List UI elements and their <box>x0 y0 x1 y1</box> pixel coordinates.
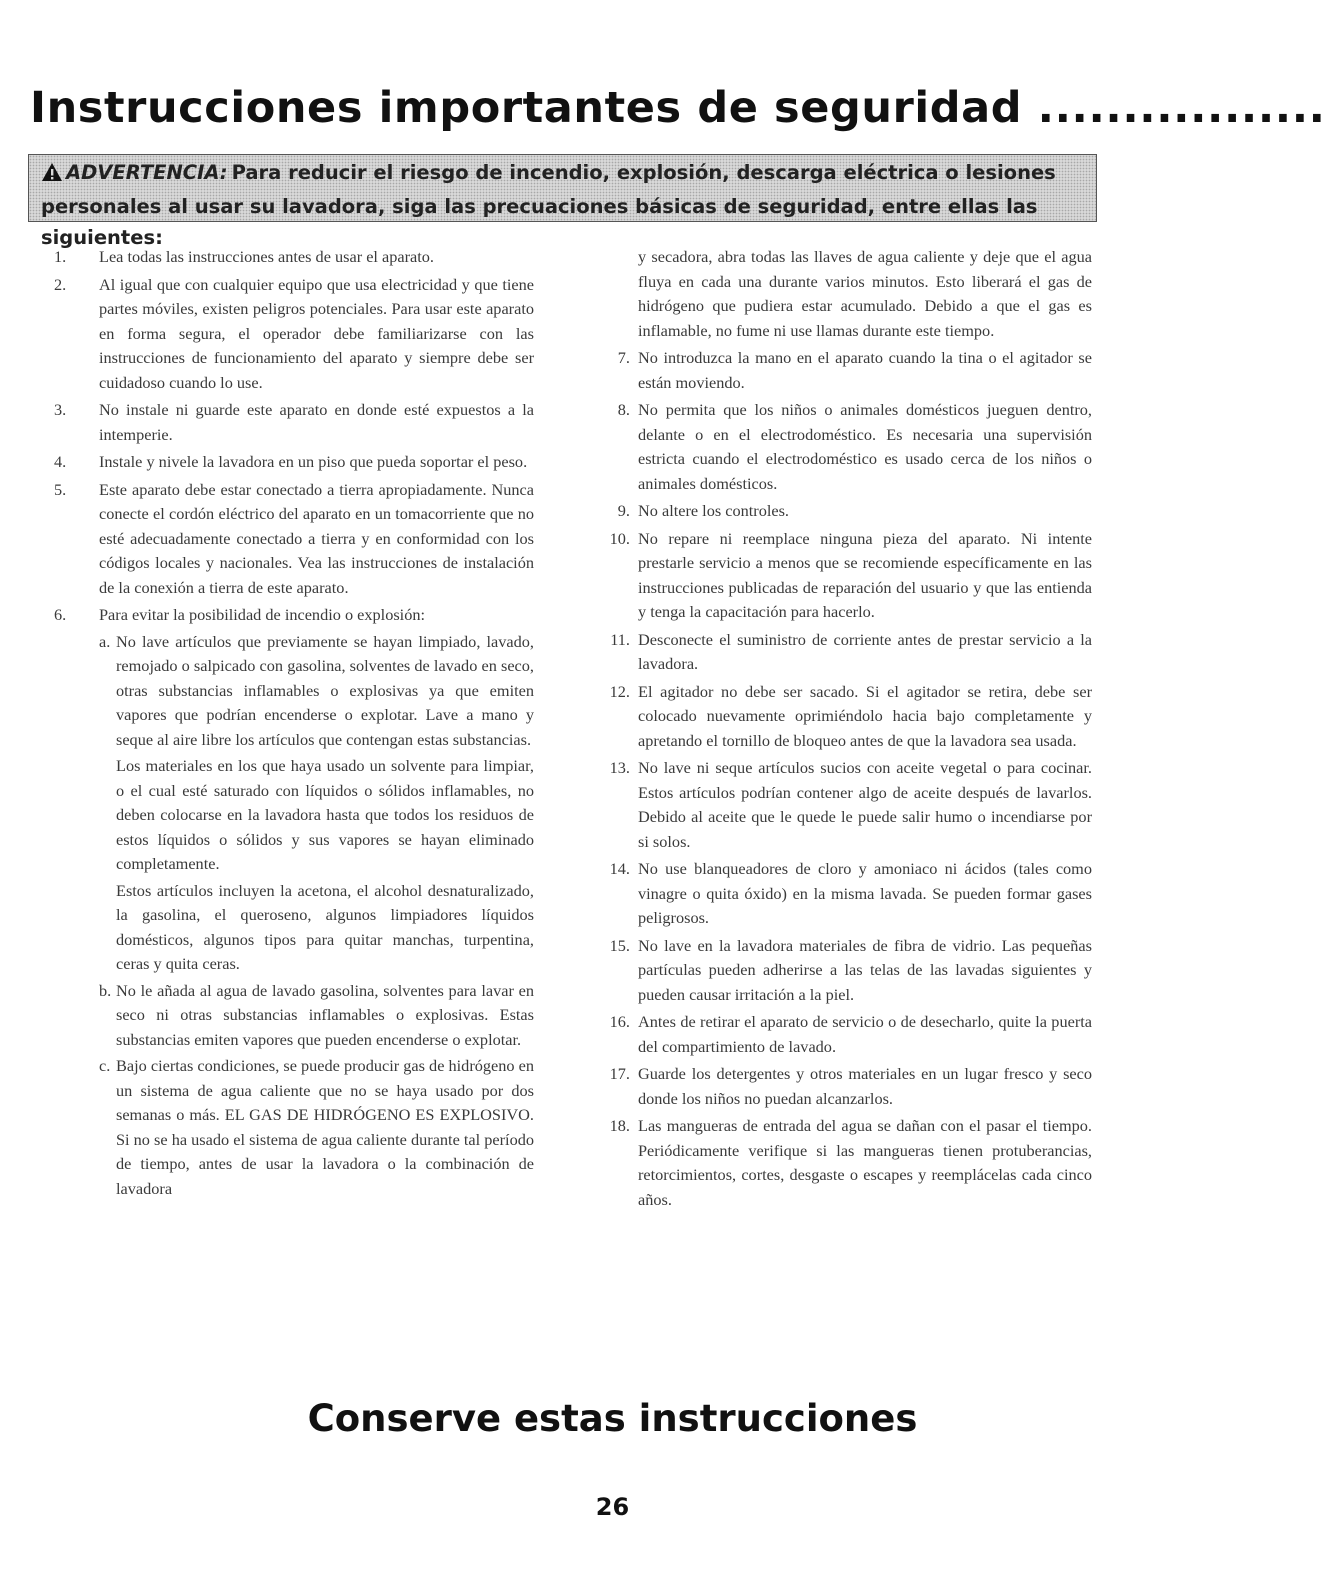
footer-title: Conserve estas instrucciones <box>307 1397 918 1440</box>
sub-item-b: b. No le añada al agua de lavado gasolina, solventes para lavar en seco ni otras substancias inflamables o explosivas. Estas substancias emiten vapores que pueden encenderse o explotar. <box>99 980 534 1049</box>
left-column <box>54 245 534 1204</box>
list-item: 17. Guarde los detergentes y otros materiales en un lugar fresco y seco donde los niños no puedan alcanzarlos. <box>609 1064 1092 1108</box>
list-item: 11. Desconecte el suministro de corriente antes de prestar servicio a la lavadora. <box>610 629 1092 673</box>
list-item: 12. El agitador no debe ser sacado. Si el agitador se retira, debe ser colocado nuevamente oprimiéndolo hacia bajo completamente y apretando el tornillo de bloqueo antes de que la lavadora sea usada. <box>609 681 1092 750</box>
page-title: Instrucciones importantes de seguridad ................. <box>30 83 1326 133</box>
warning-text: Para reducir el riesgo de incendio, explosión, descarga eléctrica o lesiones personales al usar su lavadora, siga las precuaciones básicas de seguridad, entre ellas las siguientes: <box>41 161 1056 249</box>
right-column <box>606 245 1092 1215</box>
list-item: 13. No lave ni seque artículos sucios con aceite vegetal o para cocinar. Estos artículos podrían contener algo de aceite después de lavarlos. Debido al aceite que le quede le puede salir humo o incendiarse por si solos. <box>609 758 1092 851</box>
list-item: 16. Antes de retirar el aparato de servicio o de desecharlo, quite la puerta del compartimiento de lavado. <box>609 1012 1092 1056</box>
warning-label: ADVERTENCIA: <box>66 161 228 184</box>
list-item: 10. No repare ni reemplace ninguna pieza del aparato. Ni intente prestarle servicio a menos que se recomiende específicamente en las instrucciones publicadas de reparación del usuario y que las entienda y tenga la capacitación para hacerlo. <box>609 528 1092 621</box>
list-item: 7. No introduzca la mano en el aparato cuando la tina o el agitador se están moviendo. <box>617 348 1092 392</box>
list-item: 3. No instale ni guarde este aparato en donde esté expuestos a la intemperie. <box>54 400 534 444</box>
sub-item-a: a. No lave artículos que previamente se hayan limpiado, lavado, remojado o salpicado con gasolina, solventes de lavado en seco, otras substancias inflamables o explosivas ya que emiten vapores que podrían encenderse o explotar. Lave a mano y seque al aire libre los artículos que contengan estas substancias. <box>99 631 534 749</box>
list-item: 2. Al igual que con cualquier equipo que usa electricidad y que tiene partes móviles, existen peligros potenciales. Para usar este aparato en forma segura, el operador debe familiarizarse con las instrucciones de funcionamiento del aparato y siempre debe ser cuidadoso cuando lo use. <box>54 274 534 392</box>
list-item: 9. No altere los controles. <box>617 501 790 520</box>
sub-paragraph: Estos artículos incluyen la acetona, el alcohol desnaturalizado, la gasolina, el queroseno, algunos limpiadores líquidos domésticos, algunos tipos para quitar manchas, turpentina, ceras y quita ceras. <box>116 880 534 973</box>
warning-box <box>28 154 1097 249</box>
list-item: 1. Lea todas las instrucciones antes de usar el aparato. <box>54 247 434 266</box>
sub-paragraph: Los materiales en los que haya usado un solvente para limpiar, o el cual esté saturado con líquidos o sólidos inflamables, no deben colocarse en la lavadora hasta que todos los residuos de estos líquidos o sólidos y sus vapores se hayan eliminado completamente. <box>116 756 534 873</box>
warning-triangle-icon <box>41 160 63 191</box>
sub-item-c: c. Bajo ciertas condiciones, se puede producir gas de hidrógeno en un sistema de agua caliente que no se haya usado por dos semanas o más. EL GAS DE HIDRÓGENO ES EXPLOSIVO. Si no se ha usado el sistema de agua caliente durante tal período de tiempo, antes de usar la lavadora o la combinación de lavadora <box>99 1056 534 1198</box>
list-item: 14. No use blanqueadores de cloro y amoniaco ni ácidos (tales como vinagre o quita óxido) en la misma lavada. Se pueden formar gases peligrosos. <box>609 859 1092 927</box>
list-item-6: 6. Para evitar la posibilidad de incendio o explosión: a. No lave artículos que previamente se hayan limpiado, lavado, remojado o salpicado con gasolina, solventes de lavado en seco, otras substancias inflamables o explosivas ya que emiten vapores que podrían encenderse o explotar. Lave a mano y seque al aire libre los artículos que contengan estas substancias. Los materiales en los que haya usado un solvente para limpiar, o el cual esté saturado con líquidos o sólidos inflamables, no deben colocarse en la lavadora hasta que todos los residuos de estos líquidos o sólidos y sus vapores se hayan eliminado completamente. Estos artículos incluyen la acetona, el alcohol desnaturalizado, la gasolina, el queroseno, algunos limpiadores líquidos domésticos, algunos tipos para quitar manchas, turpentina, ceras y quita ceras. b. No le añada al agua de lavado gasolina, solventes para lavar en seco ni otras substancias inflamables o explosivas. Estas substancias emiten vapores que pueden encenderse o explotar. c. Bajo ciertas condiciones, se puede producir gas de hidrógeno en un sistema de agua caliente que no se haya usado por dos semanas o más. EL GAS DE HIDRÓGENO ES EXPLOSIVO. Si no se ha usado el sistema de agua caliente durante tal período de tiempo, antes de usar la lavadora o la combinación de lavadora <box>54 603 534 1201</box>
page-number: 26 <box>595 1493 630 1521</box>
continuation-paragraph: y secadora, abra todas las llaves de agua caliente y deje que el agua fluya en cada una durante varios minutos. Esto liberará el gas de hidrógeno que pudiera estar acumulado. Debido a que el gas es inflamable, no fume ni use llamas durante este tiempo. <box>638 247 1092 340</box>
list-item: 8. No permita que los niños o animales domésticos jueguen dentro, delante o en el electrodoméstico. Es necesaria una supervisión estricta cuando el electrodoméstico es usado cerca de los niños o animales domésticos. <box>617 400 1092 493</box>
list-item: 15. No lave en la lavadora materiales de fibra de vidrio. Las pequeñas partículas pueden adherirse a las telas de las lavadas siguientes y pueden causar irritación a la piel. <box>609 935 1092 1004</box>
list-item: 18. Las mangueras de entrada del agua se dañan con el pasar el tiempo. Periódicamente verifique si las mangueras tienen protuberancias, retorcimientos, cortes, desgaste o escapes y reemplácelas cada cinco años. <box>609 1116 1092 1209</box>
list-item: 4. Instale y nivele la lavadora en un piso que pueda soportar el peso. <box>54 452 528 471</box>
list-item: 5. Este aparato debe estar conectado a tierra apropiadamente. Nunca conecte el cordón eléctrico del aparato en un tomacorriente que no esté adecuadamente conectado a tierra y en conformidad con los códigos locales y nacionales. Vea las instrucciones de instalación de la conexión a tierra de este aparato. <box>54 479 534 597</box>
